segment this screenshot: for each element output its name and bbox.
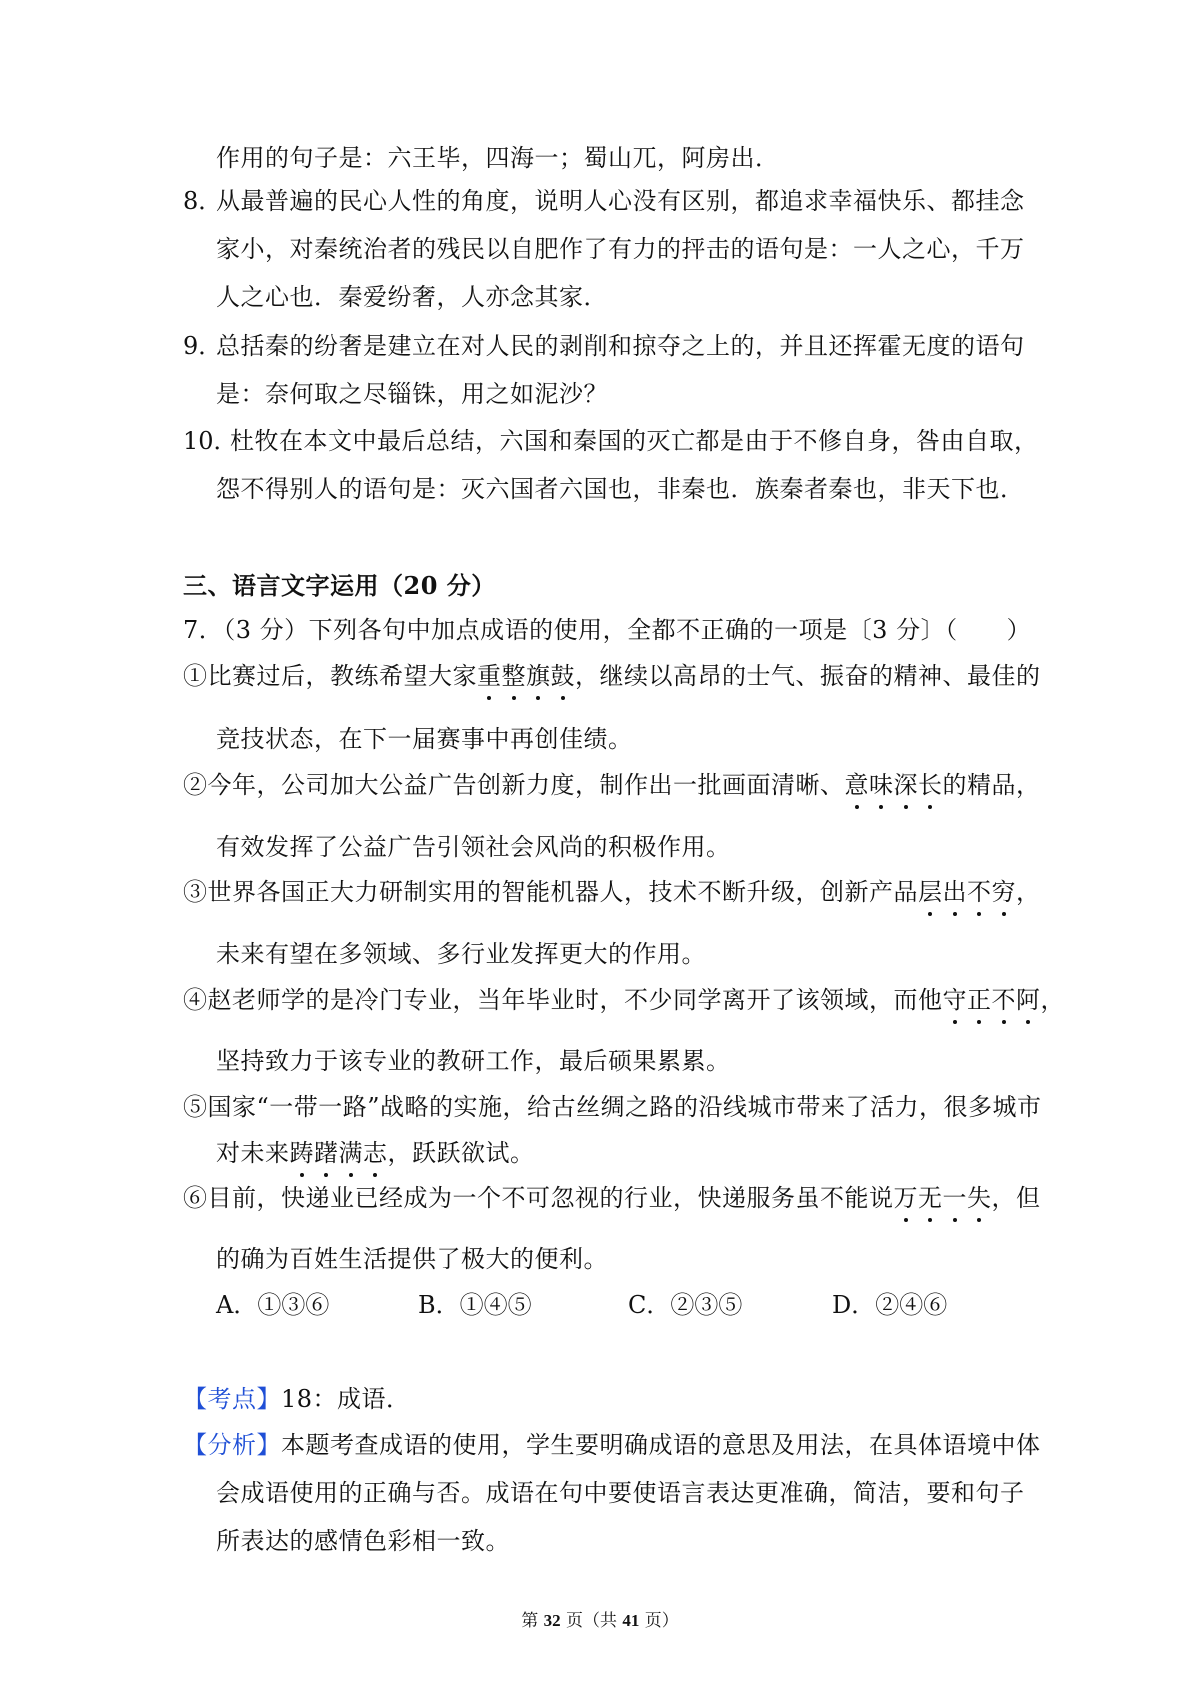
item-9-line-2: 是：奈何取之尽锱铢，用之如泥沙？: [216, 380, 608, 408]
fenxi-line-3: 所表达的感情色彩相一致。: [216, 1527, 510, 1555]
kaodian-line: [183, 1384, 411, 1414]
sentence-2-line-2: 有效发挥了公益广告引领社会风尚的积极作用。: [216, 833, 731, 861]
sentence-3-line-1: ③世界各国正大力研制实用的智能机器人，技术不断升级，创新产品层出不穷，: [183, 878, 1041, 906]
dotted-idiom: 层出不穷: [918, 878, 1016, 906]
sentence-3-line-2: 未来有望在多领域、多行业发挥更大的作用。: [216, 940, 706, 968]
page-footer: 第 32 页（共 41 页）: [521, 1611, 679, 1631]
sentence-1-line-2: 竞技状态，在下一届赛事中再创佳绩。: [216, 725, 633, 753]
sentence-4-line-2: 坚持致力于该专业的教研工作，最后硕果累累。: [216, 1047, 731, 1075]
fenxi-label: 【分析】: [183, 1431, 281, 1459]
kaodian-label: 【考点】: [183, 1385, 281, 1413]
item-number: 8．: [183, 187, 223, 215]
item-number: 10．: [183, 427, 238, 455]
dotted-idiom: 万无一失: [893, 1184, 992, 1212]
sentence-6-line-1: ⑥目前，快递业已经成为一个不可忽视的行业，快递服务虽不能说万无一失，但: [183, 1184, 1041, 1212]
dotted-idiom: 守正不阿: [942, 986, 1041, 1014]
kaodian-text: 18：成语．: [281, 1385, 411, 1413]
item-number: 9．: [183, 332, 223, 360]
sentence-6-line-2: 的确为百姓生活提供了极大的便利。: [216, 1245, 608, 1273]
fenxi-line-1: 【分析】本题考查成语的使用，学生要明确成语的意思及用法，在具体语境中体: [183, 1431, 1041, 1459]
sentence-4-line-1: ④赵老师学的是冷门专业，当年毕业时，不少同学离开了该领域，而他守正不阿，: [183, 986, 1065, 1014]
option-b: B．①④⑤: [418, 1291, 532, 1319]
sentence-1-line-1: ①比赛过后，教练希望大家重整旗鼓，继续以高昂的士气、振奋的精神、最佳的: [183, 662, 1041, 690]
carry-line: 作用的句子是：六王毕，四海一；蜀山兀，阿房出．: [216, 144, 780, 172]
item-10-line-2: 怨不得别人的语句是：灭六国者六国也，非秦也．族秦者秦也，非天下也．: [216, 475, 1025, 503]
sentence-2-line-1: ②今年，公司加大公益广告创新力度，制作出一批画面清晰、意味深长的精品，: [183, 771, 1041, 799]
item-9-line-1: 总括秦的纷奢是建立在对人民的剥削和掠夺之上的，并且还挥霍无度的语句: [216, 332, 1025, 360]
sentence-5-line-2: 对未来踌躇满志，跃跃欲试。: [216, 1139, 535, 1167]
item-8-line-2: 家小，对秦统治者的残民以自肥作了有力的抨击的语句是：一人之心，千万: [216, 235, 1025, 263]
item-8-line-1: 从最普遍的民心人性的角度，说明人心没有区别，都追求幸福快乐、都挂念: [216, 187, 1025, 215]
question-stem: 7．（3 分）下列各句中加点成语的使用，全都不正确的一项是〔3 分〕（ ）: [183, 616, 1032, 644]
dotted-idiom: 重整旗鼓: [477, 662, 575, 690]
section-heading: 三、语言文字运用（20 分）: [183, 571, 496, 600]
page-total: 41: [622, 1611, 640, 1630]
page-number: 32: [543, 1611, 561, 1630]
option-c: C．②③⑤: [628, 1291, 743, 1319]
item-8-line-3: 人之心也．秦爱纷奢，人亦念其家．: [216, 283, 608, 311]
option-d: D．②④⑥: [832, 1291, 948, 1319]
option-a: A．①③⑥: [216, 1291, 330, 1319]
item-10-line-1: 杜牧在本文中最后总结，六国和秦国的灭亡都是由于不修自身，咎由自取，: [230, 427, 1039, 455]
dotted-idiom: 踌躇满志: [289, 1139, 388, 1167]
sentence-5-line-1: ⑤国家“一带一路”战略的实施，给古丝绸之路的沿线城市带来了活力，很多城市: [183, 1093, 1042, 1121]
fenxi-line-2: 会成语使用的正确与否。成语在句中要使语言表达更准确，简洁，要和句子: [216, 1479, 1025, 1507]
dotted-idiom: 意味深长: [844, 771, 943, 799]
